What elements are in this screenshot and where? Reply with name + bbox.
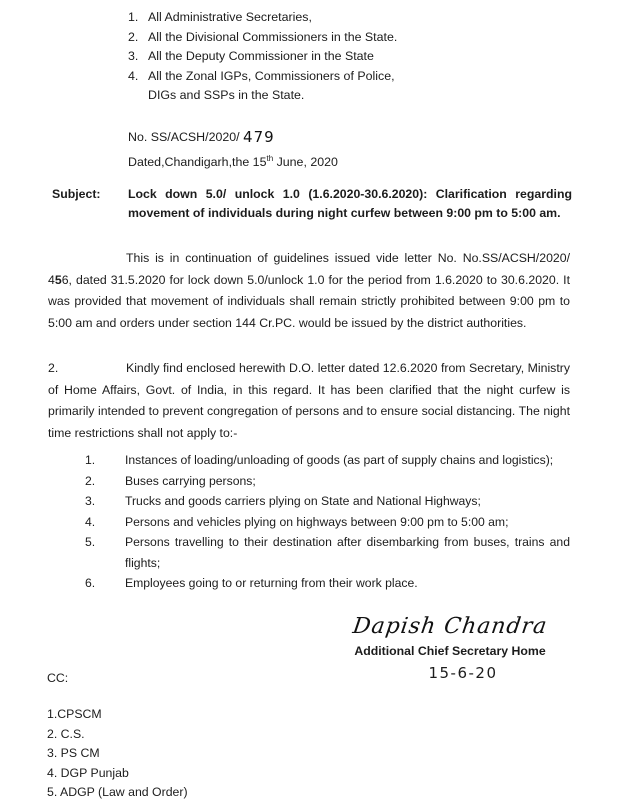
- list-item: 2. C.S.: [47, 726, 85, 741]
- list-item: [85, 491, 570, 512]
- document-date-line: [128, 148, 338, 173]
- addressee-list: [128, 8, 548, 106]
- addressee-number: 4.: [128, 68, 139, 83]
- subject-text: Lock down 5.0/ unlock 1.0 (1.6.2020-30.6.2020): Clarification regarding movement of individuals during night curfew between 9:00 pm to 5:00 am.: [128, 187, 572, 220]
- list-item: [85, 512, 570, 533]
- list-item: [128, 28, 548, 48]
- paragraph-two-text: Kindly find enclosed herewith D.O. letter dated 12.6.2020 from Secretary, Ministry of Home Affairs, Govt. of India, in this regard. It has been clarified that the night curfew is primarily intended to prevent congregation of persons and to ensure social distancing. The night time restrictions shall not apply to:-: [48, 361, 570, 440]
- handwritten-reference-number: 479: [243, 128, 275, 146]
- subject-line: [52, 185, 572, 223]
- exemption-number: 6.: [85, 576, 96, 590]
- date-prefix: Dated,Chandigarh,the 15: [128, 155, 267, 170]
- list-item: 5. ADGP (Law and Order): [47, 785, 188, 799]
- list-item: [85, 471, 570, 492]
- cc-list: [47, 705, 188, 803]
- reference-number-line: [128, 126, 338, 148]
- cc-heading: CC:: [47, 671, 69, 685]
- paragraph-two-number: 2.: [48, 361, 59, 375]
- list-item: [128, 47, 548, 67]
- addressee-number: 2.: [128, 29, 139, 44]
- exemption-text: Employees going to or returning from their work place.: [125, 576, 418, 590]
- addressee-continuation: DIGs and SSPs in the State.: [148, 88, 305, 102]
- date-suffix: June, 2020: [273, 155, 338, 170]
- handwritten-signature: Dapish Chandra: [351, 614, 549, 639]
- list-item: [128, 8, 548, 28]
- list-item: 3. PS CM: [47, 746, 100, 760]
- paragraph-one-emphasis-digit: 5: [54, 272, 62, 287]
- list-item: 1.CPSCM: [47, 707, 102, 721]
- list-item: 4. DGP Punjab: [47, 765, 129, 780]
- list-item: [128, 67, 548, 87]
- exemption-number: 3.: [85, 494, 96, 508]
- list-item: [85, 450, 570, 471]
- exemption-number: 5.: [85, 535, 96, 549]
- cc-block: [47, 668, 188, 803]
- exemption-text: Trucks and goods carriers plying on State and National Highways;: [125, 494, 481, 508]
- signatory-designation: Additional Chief Secretary Home: [354, 644, 546, 658]
- addressee-number: 3.: [128, 49, 139, 63]
- addressee-text: All the Zonal IGPs, Commissioners of Police,: [148, 68, 395, 83]
- addressee-text: All the Divisional Commissioners in the State.: [148, 29, 398, 44]
- subject-label: Subject:: [52, 187, 101, 201]
- exemption-number: 2.: [85, 473, 96, 488]
- list-item: [85, 532, 570, 573]
- reference-block: [128, 126, 338, 173]
- paragraph-one-text-a: This is in continuation of guidelines issued vide letter No. No.SS/ACSH/2020/ 4: [48, 251, 570, 287]
- exemption-text: Instances of loading/unloading of goods (as part of supply chains and logistics);: [125, 453, 554, 467]
- signature-block: [330, 612, 570, 686]
- list-item: [85, 573, 570, 594]
- exemption-number: 4.: [85, 514, 96, 529]
- paragraph-one-text-b: 6, dated 31.5.2020 for lock down 5.0/unlock 1.0 for the period from 1.6.2020 to 30.6.2020. It was provided that movement of individuals shall remain strictly prohibited between 9:00 pm to 5:00 am and orders under section 144 Cr.PC. would be issued by the district authorities.: [48, 272, 570, 330]
- date-ordinal-suffix: th: [266, 154, 274, 163]
- addressee-number: 1.: [128, 10, 139, 24]
- addressee-text: All Administrative Secretaries,: [148, 10, 312, 24]
- paragraph-two: [48, 358, 570, 444]
- addressee-text: All the Deputy Commissioner in the State: [148, 49, 374, 63]
- paragraph-one: [48, 248, 570, 334]
- exemption-list: [85, 450, 570, 594]
- exemption-number: 1.: [85, 453, 96, 467]
- exemption-text: Persons and vehicles plying on highways between 9:00 pm to 5:00 am;: [125, 514, 509, 529]
- handwritten-signature-date: 15-6-20: [428, 664, 498, 682]
- exemption-text: Persons travelling to their destination after disembarking from buses, trains and flights;: [125, 535, 570, 570]
- exemption-text: Buses carrying persons;: [125, 473, 256, 488]
- reference-prefix: No. SS/ACSH/2020/: [128, 130, 240, 144]
